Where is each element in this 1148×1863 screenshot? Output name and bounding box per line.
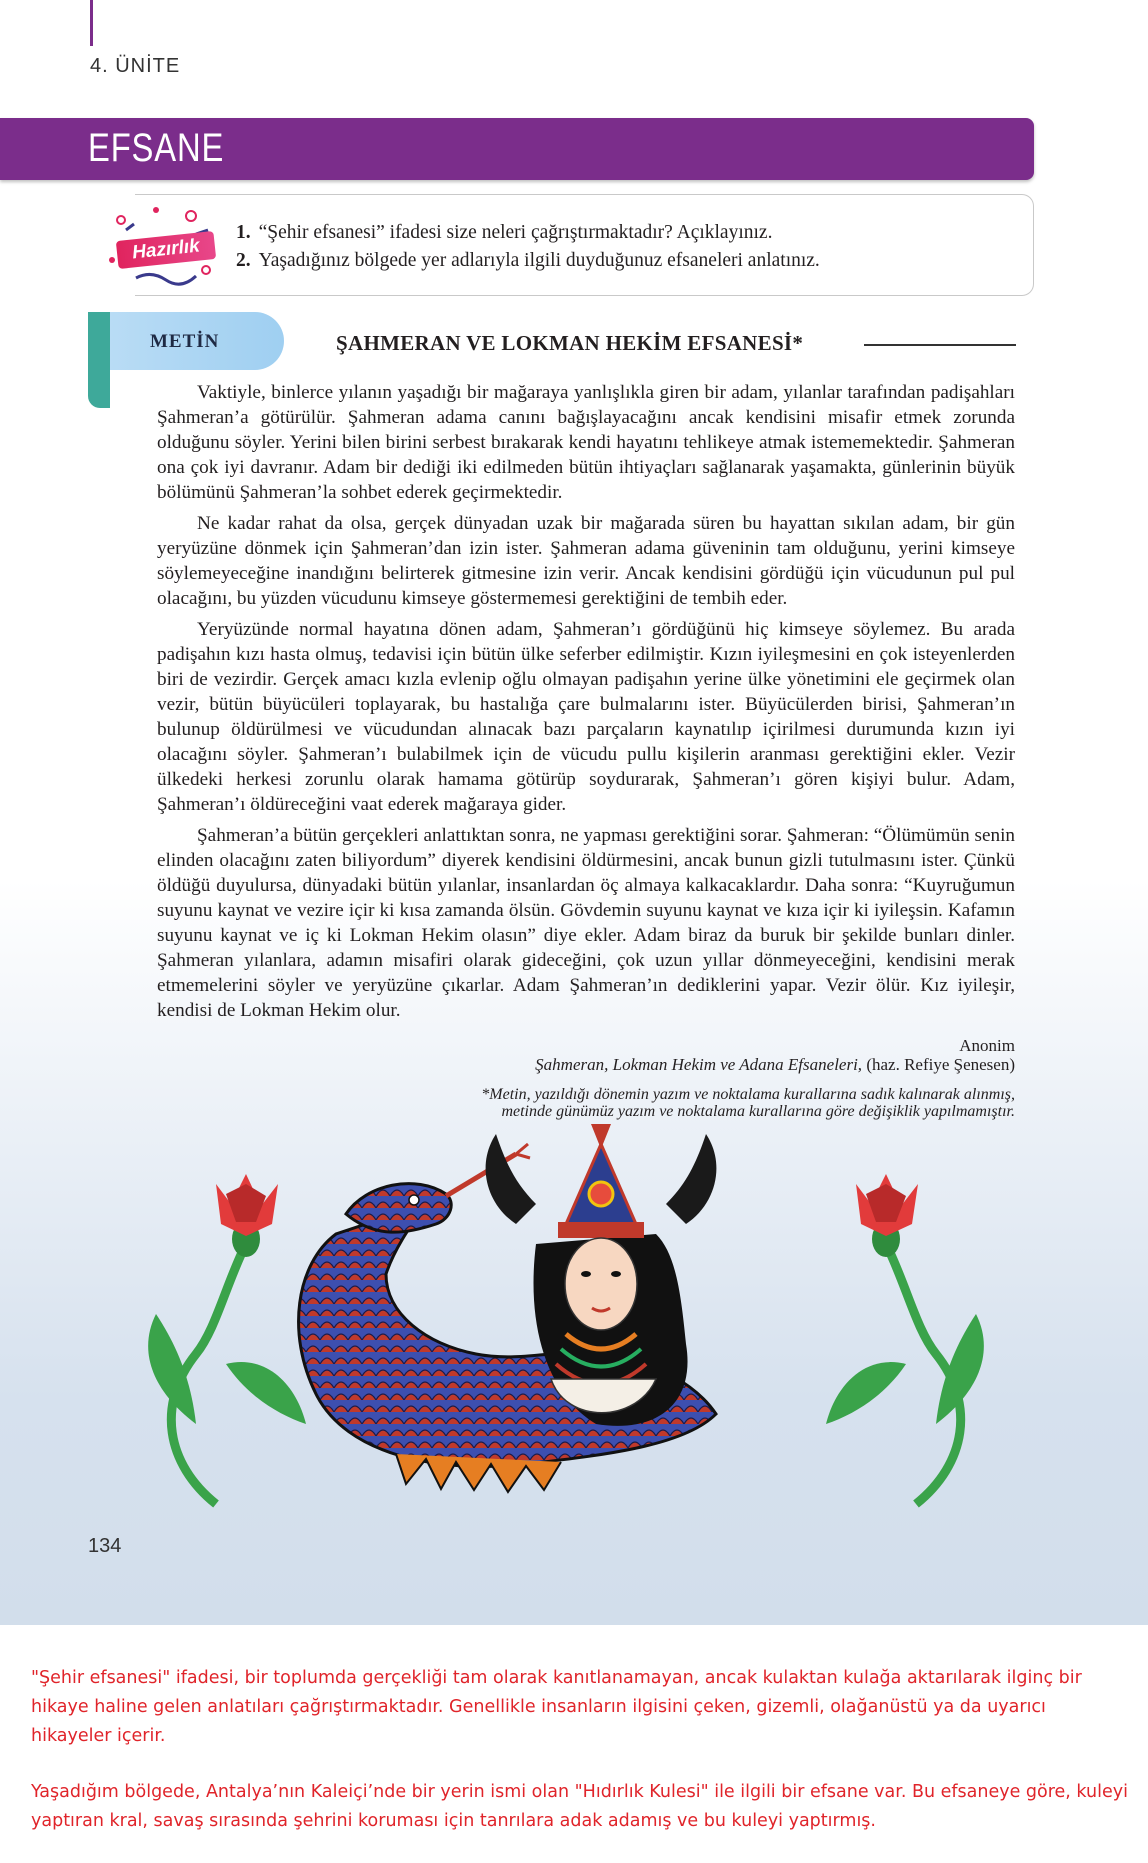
question-item: 2. Yaşadığınız bölgede yer adlarıyla ilgili duyduğunuz efsaneleri anlatınız.	[236, 250, 820, 271]
source-author: Anonim	[959, 1036, 1015, 1055]
page-number: 134	[88, 1535, 122, 1557]
answer-paragraph: "Şehir efsanesi" ifadesi, bir toplumda gerçekliği tam olarak kanıtlanamayan, ancak kulaktan kulağa aktarılarak ilginç bir hikaye haline gelen anlatıları çağrıştırmaktadır. Genellikle insanların ilgisini çeken, gizemli, olağanüstü ya da uyarıcı hikayeler içerir.	[31, 1668, 1082, 1746]
source-citation	[535, 1036, 1015, 1074]
left-horn-icon	[486, 1134, 536, 1224]
story-paragraph: Vaktiyle, binlerce yılanın yaşadığı bir mağaraya yanlışlıkla giren bir adam, yılanlar tarafından padişahları Şahmeran’a götürülür. Şahmeran adama canını bağışlayacağını ancak kendisini misafir etmek zorunda olduğunu söyler. Yerini bilen birini serbest bırakarak kendi hayatını tehlikeye atmak istememektedir. Şahmeran ona çok iyi davranır. Adam bir dediği iki edilmeden bütün ihtiyaçları sağlanarak yaşamakta, günlerinin büyük bölümünü Şahmeran’la sohbet ederek geçirmektedir.	[157, 382, 1015, 503]
unit-label: 4. ÜNİTE	[90, 55, 181, 77]
title-rule	[864, 344, 1016, 346]
story-title: ŞAHMERAN VE LOKMAN HEKİM EFSANESİ*	[336, 331, 804, 355]
question-item: 1. “Şehir efsanesi” ifadesi size neleri çağrıştırmaktadır? Açıklayınız.	[236, 222, 773, 243]
section-banner	[0, 118, 1034, 180]
footnote-line: *Metin, yazıldığı dönemin yazım ve noktalama kurallarına sadık kalınarak alınmış,	[481, 1086, 1015, 1103]
story-body	[157, 380, 1015, 1029]
text-section-label: METİN	[150, 331, 220, 352]
text-section-tab-edge	[88, 370, 110, 408]
left-carnation-icon	[148, 1174, 306, 1504]
source-book: Şahmeran, Lokman Hekim ve Adana Efsaneleri,	[535, 1055, 863, 1074]
right-carnation-icon	[826, 1174, 984, 1504]
section-title: EFSANE	[88, 126, 225, 170]
story-paragraph: Şahmeran’a bütün gerçekleri anlattıktan sonra, ne yapması gerektiğini sorar. Şahmeran: “Ölümümün senin elinden olacağını zaten biliyordum” diyerek kendisini öldürmesini, ancak bunun gizli tutulmasını ister. Çünkü öldüğü duyulursa, dünyadaki bütün yılanlar, insanlardan öç almaya kalkacaklardır. Daha sonra: “Kuyruğumun suyunu kaynat ve vezire içir ki kısa zamanda ölsün. Gövdemin suyunu kaynat ve kıza içir ki iyileşsin. Kafamın suyunu kaynat ve iç ki Lokman Hekim olasın” diye ekler. Adam biraz da buruk bir şekilde bunları dinler. Şahmeran yılanlara, adamın misafiri olarak gideceğini, çok uzun yıllar dönmeyeceğini, kendisini merak etmemelerini söyler ve yeryüzüne çıkarlar. Adam Şahmeran’ın dediklerini yapar. Vezir ölür. Kız iyileşir, kendisi de Lokman Hekim olur.	[157, 825, 1015, 1021]
story-paragraph: Ne kadar rahat da olsa, gerçek dünyadan uzak bir mağarada süren bu hayattan sıkılan adam, bir gün yeryüzüne dönmek için Şahmeran’dan izin ister. Şahmeran adama güveninin tam olduğunu, yerini kimseye söylemeyeceğine inandığını belirterek gitmesine izin verir. Ancak kendisini gördüğü için vücudunun pul pul olacağını, bu yüzden vücudunu kimseye göstermemesi gerektiğini de tembih eder.	[157, 513, 1015, 609]
shahmaran-woman-icon	[534, 1124, 688, 1426]
shahmaran-illustration	[96, 1124, 1036, 1544]
right-horn-icon	[666, 1134, 716, 1224]
student-answers	[31, 1664, 1131, 1863]
answer-paragraph: Yaşadığım bölgede, Antalya’nın Kaleiçi’nde bir yerin ismi olan "Hıdırlık Kulesi" ile ilgili bir efsane var. Bu efsaneye göre, kuleyi yaptıran kral, savaş sırasında şehrini koruması için tanrılara adak adamış ve bu kuleyi yaptırmış.	[31, 1782, 1128, 1831]
preparation-questions	[236, 219, 820, 275]
footnote-line: metinde günümüz yazım ve noktalama kurallarına göre değişiklik yapılmamıştır.	[501, 1103, 1015, 1120]
preparation-badge: Hazırlık	[116, 231, 216, 269]
story-paragraph: Yeryüzünde normal hayatına dönen adam, Şahmeran’ı gördüğünü hiç kimseye söylemez. Bu arada padişahın kızı hasta olmuş, tedavisi için bütün ülke seferber edilmiştir. Kızın iyileşmesini en çok isteyenlerden biri de vezirdir. Gerçek amacı kızla evlenip oğlu olmayan padişahın yerine ülke yönetimini ele geçirmek olan vezir, bütün büyücüleri toplayarak, bu hastalığa çare bulmalarını ister. Büyücülerden birisi, Şahmeran’ın bulunup öldürülmesi ve vücudundan alınacak bazı parçaların kaynatılıp içirilmesi durumunda kızın iyi olacağını söyler. Şahmeran’ı bulabilmek için de vücudu pullu kişilerin aranması gerektiğini ekler. Vezir ülkedeki herkesi zorunlu olarak hamama götürüp soydurarak, Şahmeran’ı gören kişiyi bulur. Adam, Şahmeran’ı öldüreceğini vaat ederek mağaraya gider.	[157, 619, 1015, 815]
footnote	[481, 1086, 1015, 1120]
header-accent-line	[90, 0, 93, 46]
source-editor: (haz. Refiye Şenesen)	[862, 1055, 1015, 1074]
